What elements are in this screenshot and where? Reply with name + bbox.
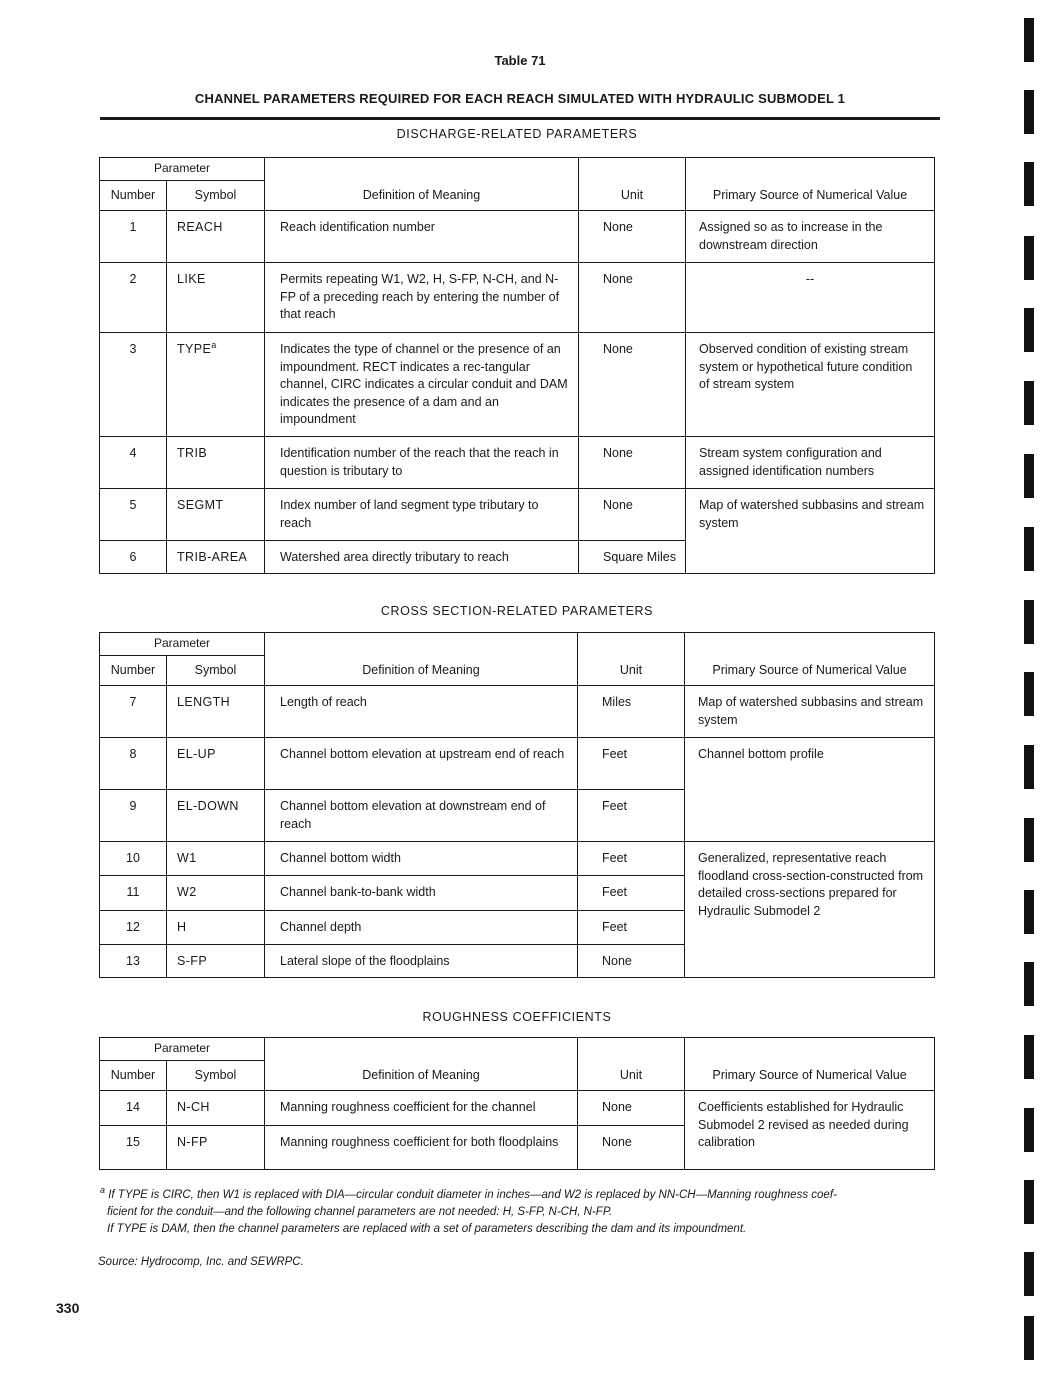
param-number: 2 <box>100 263 167 333</box>
header-number: Number <box>100 656 167 686</box>
param-definition: Identification number of the reach that the reach in question is tributary to <box>265 437 579 489</box>
param-definition: Channel depth <box>265 911 578 945</box>
header-definition: Definition of Meaning <box>265 1038 578 1091</box>
param-symbol: EL-UP <box>167 738 265 790</box>
param-symbol: N-CH <box>167 1091 265 1126</box>
roughness-table <box>99 1037 935 1170</box>
param-symbol: LENGTH <box>167 686 265 738</box>
param-number: 14 <box>100 1091 167 1126</box>
param-source: Map of watershed subbasins and stream system <box>686 489 935 574</box>
param-number: 4 <box>100 437 167 489</box>
param-definition: Watershed area directly tributary to reach <box>265 541 579 574</box>
edge-mark <box>1024 745 1034 789</box>
param-source: Map of watershed subbasins and stream system <box>685 686 935 738</box>
param-symbol: N-FP <box>167 1126 265 1170</box>
param-symbol: TRIB-AREA <box>167 541 265 574</box>
param-definition: Channel bottom elevation at downstream end of reach <box>265 790 578 842</box>
param-definition: Lateral slope of the floodplains <box>265 945 578 978</box>
edge-mark <box>1024 18 1034 62</box>
edge-mark <box>1024 962 1034 1006</box>
header-unit: Unit <box>578 1038 685 1091</box>
param-unit: Feet <box>578 911 685 945</box>
header-source: Primary Source of Numerical Value <box>685 633 935 686</box>
param-number: 15 <box>100 1126 167 1170</box>
param-definition: Length of reach <box>265 686 578 738</box>
header-number: Number <box>100 1061 167 1091</box>
edge-mark <box>1024 162 1034 206</box>
param-symbol: LIKE <box>167 263 265 333</box>
header-parameter: Parameter <box>100 1038 265 1061</box>
header-unit: Unit <box>578 633 685 686</box>
param-unit: Feet <box>578 790 685 842</box>
param-symbol: EL-DOWN <box>167 790 265 842</box>
param-unit: Feet <box>578 876 685 911</box>
param-definition: Indicates the type of channel or the presence of an impoundment. RECT indicates a rec-tangular channel, CIRC indicates a circular conduit and DAM indicates the presence of a dam and an impoundment <box>265 333 579 437</box>
param-unit: None <box>578 1126 685 1170</box>
param-source: -- <box>686 263 935 333</box>
table-title: CHANNEL PARAMETERS REQUIRED FOR EACH REACH SIMULATED WITH HYDRAULIC SUBMODEL 1 <box>194 91 846 106</box>
param-unit: Feet <box>578 842 685 876</box>
header-symbol: Symbol <box>167 1061 265 1091</box>
param-number: 9 <box>100 790 167 842</box>
param-number: 8 <box>100 738 167 790</box>
param-unit: Miles <box>578 686 685 738</box>
edge-mark <box>1024 1316 1034 1360</box>
param-symbol: W2 <box>167 876 265 911</box>
param-source: Assigned so as to increase in the downstream direction <box>686 211 935 263</box>
table-row <box>100 738 935 790</box>
param-number: 10 <box>100 842 167 876</box>
header-source: Primary Source of Numerical Value <box>686 158 935 211</box>
param-symbol: TRIB <box>167 437 265 489</box>
title-rule <box>100 117 940 120</box>
table-row <box>100 437 935 489</box>
param-unit: None <box>579 489 686 541</box>
table-row <box>100 842 935 876</box>
param-unit: None <box>579 211 686 263</box>
param-unit: Feet <box>578 738 685 790</box>
edge-mark <box>1024 818 1034 862</box>
cross-section-table <box>99 632 935 978</box>
footnote-a <box>100 1187 950 1204</box>
param-definition: Index number of land segment type tributary to reach <box>265 489 579 541</box>
table-row <box>100 489 935 541</box>
edge-mark <box>1024 600 1034 644</box>
edge-mark <box>1024 308 1034 352</box>
page-number: 330 <box>56 1300 80 1316</box>
edge-mark <box>1024 90 1034 134</box>
header-parameter: Parameter <box>100 633 265 656</box>
table-row <box>100 1091 935 1126</box>
edge-mark <box>1024 1252 1034 1296</box>
footnote-a-cont: ficient for the conduit—and the following channel parameters are not needed: H, S-FP, N-CH, N-FP. <box>107 1206 613 1218</box>
param-symbol: SEGMT <box>167 489 265 541</box>
param-unit: None <box>579 263 686 333</box>
param-symbol-text: TYPE <box>177 342 212 356</box>
param-symbol: S-FP <box>167 945 265 978</box>
param-definition: Channel bottom elevation at upstream end of reach <box>265 738 578 790</box>
param-symbol: W1 <box>167 842 265 876</box>
param-definition: Permits repeating W1, W2, H, S-FP, N-CH, and N-FP of a preceding reach by entering the number of that reach <box>265 263 579 333</box>
edge-mark <box>1024 454 1034 498</box>
header-definition: Definition of Meaning <box>265 633 578 686</box>
param-unit: None <box>579 333 686 437</box>
section-title-discharge: DISCHARGE-RELATED PARAMETERS <box>396 127 638 141</box>
param-unit: None <box>578 1091 685 1126</box>
param-symbol: REACH <box>167 211 265 263</box>
param-number: 6 <box>100 541 167 574</box>
footnote-marker: a <box>211 339 217 350</box>
edge-mark <box>1024 236 1034 280</box>
param-number: 3 <box>100 333 167 437</box>
param-definition: Channel bank-to-bank width <box>265 876 578 911</box>
param-source: Observed condition of existing stream system or hypothetical future condition of stream system <box>686 333 935 437</box>
section-title-cross-section: CROSS SECTION-RELATED PARAMETERS <box>380 604 654 618</box>
header-parameter: Parameter <box>100 158 265 181</box>
edge-mark <box>1024 381 1034 425</box>
param-definition: Channel bottom width <box>265 842 578 876</box>
header-symbol: Symbol <box>167 656 265 686</box>
param-unit: None <box>578 945 685 978</box>
footnote-dam: If TYPE is DAM, then the channel parameters are replaced with a set of parameters describing the dam and its impoundment. <box>107 1223 747 1235</box>
edge-mark <box>1024 890 1034 934</box>
param-number: 7 <box>100 686 167 738</box>
edge-mark <box>1024 1108 1034 1152</box>
edge-mark <box>1024 672 1034 716</box>
header-number: Number <box>100 181 167 211</box>
param-source: Generalized, representative reach floodland cross-section-constructed from detailed cross-sections prepared for Hydraulic Submodel 2 <box>685 842 935 978</box>
param-number: 1 <box>100 211 167 263</box>
param-symbol: H <box>167 911 265 945</box>
param-unit: Square Miles <box>579 541 686 574</box>
section-title-roughness: ROUGHNESS COEFFICIENTS <box>422 1010 612 1024</box>
discharge-table <box>99 157 935 574</box>
param-symbol <box>167 333 265 437</box>
header-unit: Unit <box>579 158 686 211</box>
table-row <box>100 333 935 437</box>
param-number: 13 <box>100 945 167 978</box>
param-definition: Manning roughness coefficient for both floodplains <box>265 1126 578 1170</box>
footnote-marker: a <box>100 1185 106 1196</box>
table-number: Table 71 <box>494 53 546 68</box>
param-number: 5 <box>100 489 167 541</box>
param-source: Stream system configuration and assigned identification numbers <box>686 437 935 489</box>
param-definition: Reach identification number <box>265 211 579 263</box>
param-number: 12 <box>100 911 167 945</box>
param-unit: None <box>579 437 686 489</box>
footnote-text: If TYPE is CIRC, then W1 is replaced with DIA—circular conduit diameter in inches—and W2 is replaced by NN-CH—Manning roughness coef- <box>108 1189 837 1201</box>
header-source: Primary Source of Numerical Value <box>685 1038 935 1091</box>
edge-mark <box>1024 1035 1034 1079</box>
param-number: 11 <box>100 876 167 911</box>
table-row <box>100 263 935 333</box>
table-row <box>100 686 935 738</box>
param-definition: Manning roughness coefficient for the channel <box>265 1091 578 1126</box>
source-note: Source: Hydrocomp, Inc. and SEWRPC. <box>98 1256 304 1268</box>
edge-mark <box>1024 527 1034 571</box>
header-definition: Definition of Meaning <box>265 158 579 211</box>
param-source: Channel bottom profile <box>685 738 935 842</box>
edge-mark <box>1024 1180 1034 1224</box>
header-symbol: Symbol <box>167 181 265 211</box>
table-row <box>100 211 935 263</box>
param-source: Coefficients established for Hydraulic Submodel 2 revised as needed during calibration <box>685 1091 935 1170</box>
